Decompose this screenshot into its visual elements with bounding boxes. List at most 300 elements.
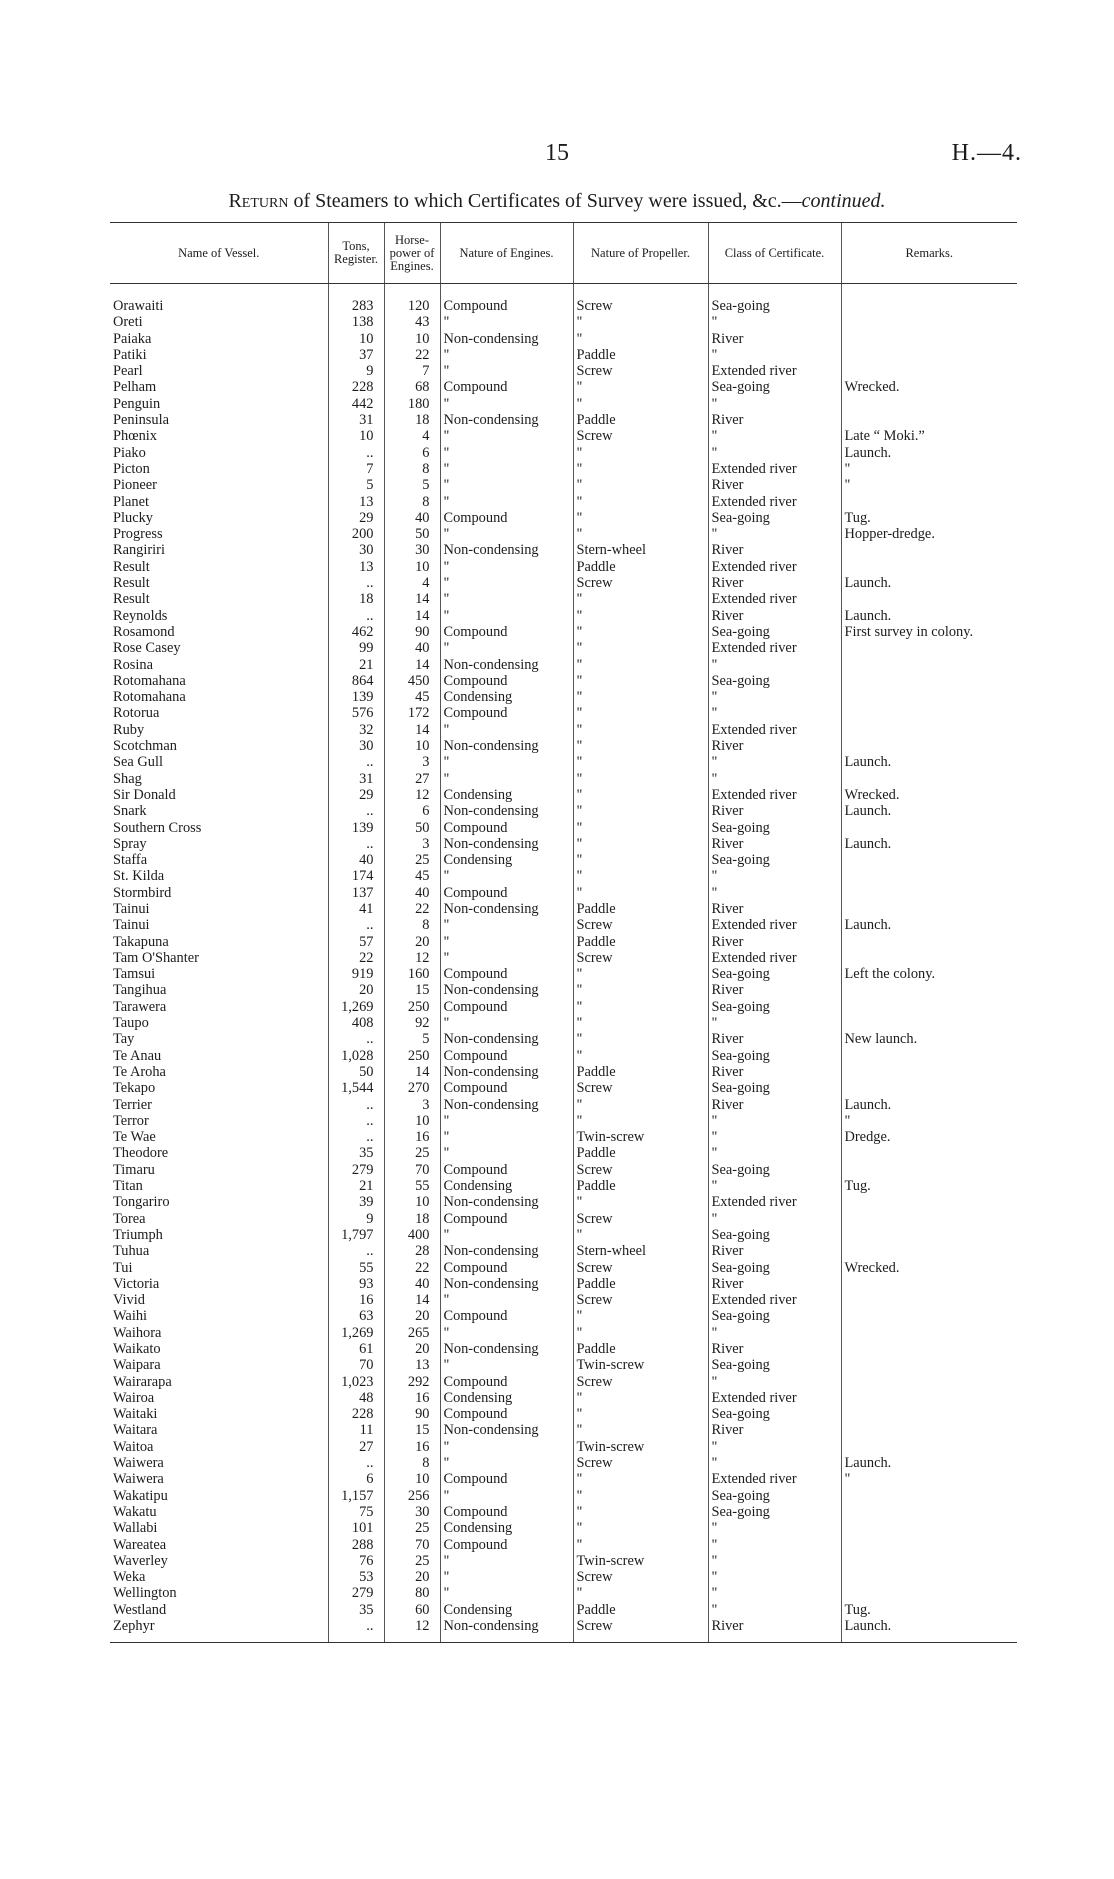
tons-register-cell (328, 1504, 384, 1520)
col-remarks-header: Remarks. (841, 223, 1017, 284)
certificate-class: " (711, 868, 718, 885)
horse-power: 18 (415, 1210, 430, 1227)
tons-register: 32 (359, 721, 374, 738)
tons-register: .. (366, 1031, 374, 1048)
horse-power-cell (384, 901, 440, 917)
propeller-nature: " (576, 493, 583, 510)
remarks-cell (841, 1178, 1017, 1194)
remarks-cell (841, 477, 1017, 493)
propeller-nature-cell (573, 1031, 708, 1047)
engine-nature-cell (440, 1537, 573, 1553)
horse-power-cell (384, 1471, 440, 1487)
certificate-class-cell (708, 1178, 841, 1194)
engine-nature: Condensing (443, 1389, 513, 1406)
certificate-class: Sea-going (711, 1080, 770, 1097)
engine-nature-cell (440, 640, 573, 656)
propeller-nature: Screw (576, 1373, 613, 1390)
propeller-nature-cell (573, 1113, 708, 1129)
engine-nature-cell (440, 1145, 573, 1161)
tons-register-cell (328, 1374, 384, 1390)
propeller-nature: " (576, 705, 583, 722)
engine-nature-cell (440, 820, 573, 836)
remarks-cell (841, 396, 1017, 412)
vessel-name: Pearl (113, 363, 143, 380)
horse-power-cell (384, 494, 440, 510)
tons-register: 7 (366, 460, 374, 477)
certificate-class-cell (708, 1357, 841, 1373)
horse-power: 12 (415, 949, 430, 966)
propeller-nature-cell (573, 705, 708, 721)
table-row (110, 1455, 1017, 1471)
engine-nature-cell (440, 950, 573, 966)
engine-nature: " (443, 1145, 450, 1162)
engine-nature-cell (440, 1341, 573, 1357)
engine-nature-cell (440, 1048, 573, 1064)
tons-register-cell (328, 494, 384, 510)
remarks-cell (841, 999, 1017, 1015)
horse-power: 450 (407, 672, 430, 689)
remarks-cell (841, 1243, 1017, 1259)
table-row (110, 1488, 1017, 1504)
remarks: Launch. (844, 835, 892, 852)
table-row (110, 754, 1017, 770)
propeller-nature: " (576, 754, 583, 771)
vessel-name-cell (110, 1488, 328, 1504)
table-row (110, 1227, 1017, 1243)
engine-nature-cell (440, 1243, 573, 1259)
tons-register-cell (328, 999, 384, 1015)
engine-nature-cell (440, 1227, 573, 1243)
horse-power-cell (384, 1031, 440, 1047)
certificate-class: " (711, 1178, 718, 1195)
tons-register: 55 (359, 1259, 374, 1276)
tons-register: .. (366, 444, 374, 461)
tons-register: 30 (359, 738, 374, 755)
table-row (110, 412, 1017, 428)
engine-nature: " (443, 444, 450, 461)
engine-nature-cell (440, 1064, 573, 1080)
vessel-name-cell (110, 363, 328, 379)
certificate-class-cell (708, 1211, 841, 1227)
remarks: Launch. (844, 1455, 892, 1472)
engine-nature: Compound (443, 966, 508, 983)
horse-power: 22 (415, 1259, 430, 1276)
horse-power: 30 (415, 1503, 430, 1520)
engine-nature: Compound (443, 1259, 508, 1276)
propeller-nature-cell (573, 542, 708, 558)
vessel-name-cell (110, 754, 328, 770)
propeller-nature-cell (573, 526, 708, 542)
horse-power: 25 (415, 1520, 430, 1537)
vessel-name: Plucky (113, 509, 153, 526)
vessel-name: Rotomahana (113, 672, 186, 689)
engine-nature-cell (440, 966, 573, 982)
vessel-name-cell (110, 526, 328, 542)
certificate-class: Sea-going (711, 298, 770, 314)
certificate-class: Extended river (711, 363, 797, 380)
engine-nature-cell (440, 1357, 573, 1373)
vessel-name: Tekapo (113, 1080, 156, 1097)
propeller-nature-cell (573, 1145, 708, 1161)
tons-register: .. (366, 607, 374, 624)
propeller-nature-cell (573, 1325, 708, 1341)
propeller-nature-cell (573, 738, 708, 754)
engine-nature: Compound (443, 1406, 508, 1423)
remarks-cell (841, 1048, 1017, 1064)
certificate-class: " (711, 1520, 718, 1537)
table-row (110, 1048, 1017, 1064)
horse-power-cell (384, 1113, 440, 1129)
remarks-cell (841, 559, 1017, 575)
tons-register: 37 (359, 346, 374, 363)
horse-power-cell (384, 705, 440, 721)
vessel-name: Spray (113, 835, 147, 852)
vessel-name: Scotchman (113, 738, 177, 755)
certificate-class: Sea-going (711, 1161, 770, 1178)
horse-power: 40 (415, 509, 430, 526)
propeller-nature-cell (573, 1374, 708, 1390)
table-row (110, 852, 1017, 868)
horse-power: 4 (422, 575, 430, 592)
tons-register: 10 (359, 428, 374, 445)
propeller-nature-cell (573, 331, 708, 347)
table-row (110, 803, 1017, 819)
remarks-cell (841, 1537, 1017, 1553)
horse-power: 10 (415, 330, 430, 347)
propeller-nature-cell (573, 950, 708, 966)
vessel-name: Tainui (113, 900, 150, 917)
remarks-cell (841, 1276, 1017, 1292)
remarks: Launch. (844, 1096, 892, 1113)
propeller-nature-cell (573, 412, 708, 428)
table-row (110, 363, 1017, 379)
engine-nature: " (443, 607, 450, 624)
col-propeller-header: Nature of Propeller. (573, 223, 708, 284)
propeller-nature: Screw (576, 1618, 613, 1635)
propeller-nature: Stern-wheel (576, 542, 647, 559)
horse-power-cell (384, 689, 440, 705)
remarks-cell (841, 1471, 1017, 1487)
tons-register-cell (328, 1227, 384, 1243)
certificate-class-cell (708, 771, 841, 787)
tons-register: 5 (366, 477, 374, 494)
horse-power-cell (384, 1374, 440, 1390)
tons-register-cell (328, 284, 384, 315)
propeller-nature-cell (573, 1260, 708, 1276)
horse-power-cell (384, 379, 440, 395)
vessel-name: Waiwera (113, 1455, 164, 1472)
table-row (110, 347, 1017, 363)
engine-nature-cell (440, 559, 573, 575)
engine-nature: " (443, 477, 450, 494)
certificate-class: River (711, 1096, 744, 1113)
engine-nature-cell (440, 428, 573, 444)
horse-power: 14 (415, 721, 430, 738)
engine-nature-cell (440, 1471, 573, 1487)
certificate-class-cell (708, 868, 841, 884)
horse-power: 10 (415, 558, 430, 575)
propeller-nature: Paddle (576, 933, 616, 950)
horse-power: 12 (415, 786, 430, 803)
remarks-cell (841, 1553, 1017, 1569)
engine-nature: " (443, 575, 450, 592)
remarks-cell (841, 1308, 1017, 1324)
horse-power: 3 (422, 754, 430, 771)
remarks-cell (841, 722, 1017, 738)
horse-power-cell (384, 608, 440, 624)
table-row (110, 477, 1017, 493)
certificate-class-cell (708, 1145, 841, 1161)
propeller-nature-cell (573, 1553, 708, 1569)
tons-register: 16 (359, 1292, 374, 1309)
propeller-nature-cell (573, 1471, 708, 1487)
propeller-nature: " (576, 1308, 583, 1325)
engine-nature-cell (440, 461, 573, 477)
certificate-class-cell (708, 1537, 841, 1553)
vessel-name: Te Anau (113, 1047, 162, 1064)
tons-register: 1,269 (341, 998, 374, 1015)
table-row (110, 1618, 1017, 1643)
horse-power-cell (384, 966, 440, 982)
vessel-name-cell (110, 331, 328, 347)
engine-nature: Compound (443, 509, 508, 526)
tons-register: 93 (359, 1275, 374, 1292)
table-row (110, 1080, 1017, 1096)
vessel-name-cell (110, 657, 328, 673)
propeller-nature-cell (573, 1308, 708, 1324)
propeller-nature-cell (573, 999, 708, 1015)
certificate-class: " (711, 444, 718, 461)
tons-register: 13 (359, 558, 374, 575)
vessel-name-cell (110, 1243, 328, 1259)
vessel-name-cell (110, 1471, 328, 1487)
tons-register: 279 (351, 1585, 374, 1602)
certificate-class-cell (708, 445, 841, 461)
certificate-class-cell (708, 787, 841, 803)
certificate-class-cell (708, 1471, 841, 1487)
propeller-nature: " (576, 803, 583, 820)
engine-nature: Condensing (443, 852, 513, 869)
tons-register: .. (366, 1618, 374, 1635)
vessel-name-cell (110, 982, 328, 998)
horse-power: 60 (415, 1601, 430, 1618)
remarks: Launch. (844, 803, 892, 820)
table-title (0, 190, 1114, 213)
certificate-class: River (711, 803, 744, 820)
vessel-name: Titan (113, 1178, 143, 1195)
propeller-nature-cell (573, 1211, 708, 1227)
tons-register: .. (366, 803, 374, 820)
vessel-name-cell (110, 494, 328, 510)
horse-power: 250 (407, 998, 430, 1015)
table-row (110, 673, 1017, 689)
propeller-nature-cell (573, 1341, 708, 1357)
propeller-nature: " (576, 1031, 583, 1048)
engine-nature: Non-condensing (443, 1194, 539, 1211)
engine-nature: Non-condensing (443, 900, 539, 917)
propeller-nature-cell (573, 836, 708, 852)
propeller-nature-cell (573, 510, 708, 526)
table-row (110, 1439, 1017, 1455)
certificate-class-cell (708, 1194, 841, 1210)
propeller-nature: Twin-screw (576, 1129, 645, 1146)
vessel-name-cell (110, 624, 328, 640)
vessel-name: Triumph (113, 1226, 163, 1243)
remarks: First survey in colony. (844, 623, 974, 640)
engine-nature: " (443, 1585, 450, 1602)
tons-register-cell (328, 917, 384, 933)
horse-power: 20 (415, 1308, 430, 1325)
tons-register: 9 (366, 363, 374, 380)
vessel-name-cell (110, 1455, 328, 1471)
vessel-name-cell (110, 591, 328, 607)
certificate-class: " (711, 395, 718, 412)
horse-power-cell (384, 1537, 440, 1553)
title-text: of Steamers to which Certificates of Survey were issued, &c.— (288, 190, 802, 212)
engine-nature: Compound (443, 1503, 508, 1520)
propeller-nature-cell (573, 689, 708, 705)
table-row (110, 1390, 1017, 1406)
vessel-name-cell (110, 705, 328, 721)
engine-nature: " (443, 591, 450, 608)
engine-nature-cell (440, 494, 573, 510)
table-row (110, 1129, 1017, 1145)
remarks-cell (841, 379, 1017, 395)
tons-register: .. (366, 1243, 374, 1260)
tons-register: 61 (359, 1341, 374, 1357)
engine-nature: Non-condensing (443, 1096, 539, 1113)
propeller-nature-cell (573, 1406, 708, 1422)
propeller-nature: Screw (576, 949, 613, 966)
tons-register-cell (328, 1211, 384, 1227)
vessel-name-cell (110, 1031, 328, 1047)
remarks-cell (841, 852, 1017, 868)
tons-register: 442 (351, 395, 374, 412)
propeller-nature-cell (573, 575, 708, 591)
propeller-nature: Paddle (576, 558, 616, 575)
vessel-name: Torea (113, 1210, 146, 1227)
remarks-cell (841, 787, 1017, 803)
remarks-cell (841, 575, 1017, 591)
horse-power-cell (384, 1243, 440, 1259)
certificate-class: " (711, 1015, 718, 1032)
certificate-class: " (711, 1145, 718, 1162)
vessel-name: Tuhua (113, 1243, 150, 1260)
vessel-name-cell (110, 1325, 328, 1341)
table-row (110, 542, 1017, 558)
vessel-name: Reynolds (113, 607, 168, 624)
tons-register: 139 (351, 689, 374, 706)
tons-register: 462 (351, 623, 374, 640)
engine-nature: Condensing (443, 1601, 513, 1618)
horse-power-cell (384, 331, 440, 347)
tons-register-cell (328, 950, 384, 966)
vessel-name-cell (110, 1064, 328, 1080)
tons-register: 228 (351, 379, 374, 396)
engine-nature: " (443, 1324, 450, 1341)
tons-register-cell (328, 868, 384, 884)
certificate-class: " (711, 346, 718, 363)
tons-register-cell (328, 640, 384, 656)
propeller-nature: " (576, 444, 583, 461)
propeller-nature: " (576, 786, 583, 803)
horse-power: 8 (422, 1455, 430, 1472)
propeller-nature: Paddle (576, 1341, 616, 1357)
certificate-class-cell (708, 461, 841, 477)
tons-register-cell (328, 461, 384, 477)
propeller-nature: " (576, 819, 583, 836)
vessel-name-cell (110, 771, 328, 787)
certificate-class: " (711, 1536, 718, 1553)
propeller-nature-cell (573, 803, 708, 819)
certificate-class: River (711, 900, 744, 917)
propeller-nature-cell (573, 428, 708, 444)
certificate-class: Sea-going (711, 1406, 770, 1423)
propeller-nature: Paddle (576, 1178, 616, 1195)
certificate-class-cell (708, 820, 841, 836)
vessel-name: Patiki (113, 346, 147, 363)
propeller-nature: " (576, 738, 583, 755)
propeller-nature: Screw (576, 428, 613, 445)
engine-nature-cell (440, 836, 573, 852)
vessel-name: Waipara (113, 1357, 161, 1374)
vessel-name-cell (110, 673, 328, 689)
vessel-name-cell (110, 917, 328, 933)
vessel-name: Wakatu (113, 1503, 157, 1520)
certificate-class-cell (708, 428, 841, 444)
tons-register-cell (328, 934, 384, 950)
tons-register-cell (328, 412, 384, 428)
tons-register: .. (366, 1096, 374, 1113)
tons-register-cell (328, 591, 384, 607)
engine-nature: " (443, 1292, 450, 1309)
remarks-cell (841, 1504, 1017, 1520)
table-row (110, 331, 1017, 347)
certificate-class-cell (708, 1422, 841, 1438)
vessel-name-cell (110, 787, 328, 803)
horse-power-cell (384, 885, 440, 901)
vessel-name-cell (110, 1211, 328, 1227)
remarks-cell (841, 542, 1017, 558)
certificate-class-cell (708, 1390, 841, 1406)
vessel-name: Terror (113, 1112, 149, 1129)
certificate-class: Extended river (711, 917, 797, 934)
remarks-cell (841, 836, 1017, 852)
certificate-class-cell (708, 917, 841, 933)
horse-power-cell (384, 1292, 440, 1308)
engine-nature: " (443, 1455, 450, 1472)
tons-register: 6 (366, 1471, 374, 1488)
certificate-class: River (711, 330, 744, 347)
propeller-nature: " (576, 607, 583, 624)
certificate-class: Sea-going (711, 623, 770, 640)
engine-nature-cell (440, 1618, 573, 1643)
engine-nature: Non-condensing (443, 803, 539, 820)
engine-nature-cell (440, 673, 573, 689)
horse-power-cell (384, 1585, 440, 1601)
horse-power: 3 (422, 1096, 430, 1113)
engine-nature: " (443, 346, 450, 363)
tons-register: 139 (351, 819, 374, 836)
engine-nature-cell (440, 1504, 573, 1520)
certificate-class-cell (708, 1602, 841, 1618)
certificate-class: River (711, 933, 744, 950)
certificate-class: " (711, 656, 718, 673)
horse-power-cell (384, 477, 440, 493)
vessel-name-cell (110, 1308, 328, 1324)
table-row (110, 689, 1017, 705)
tons-register-cell (328, 820, 384, 836)
